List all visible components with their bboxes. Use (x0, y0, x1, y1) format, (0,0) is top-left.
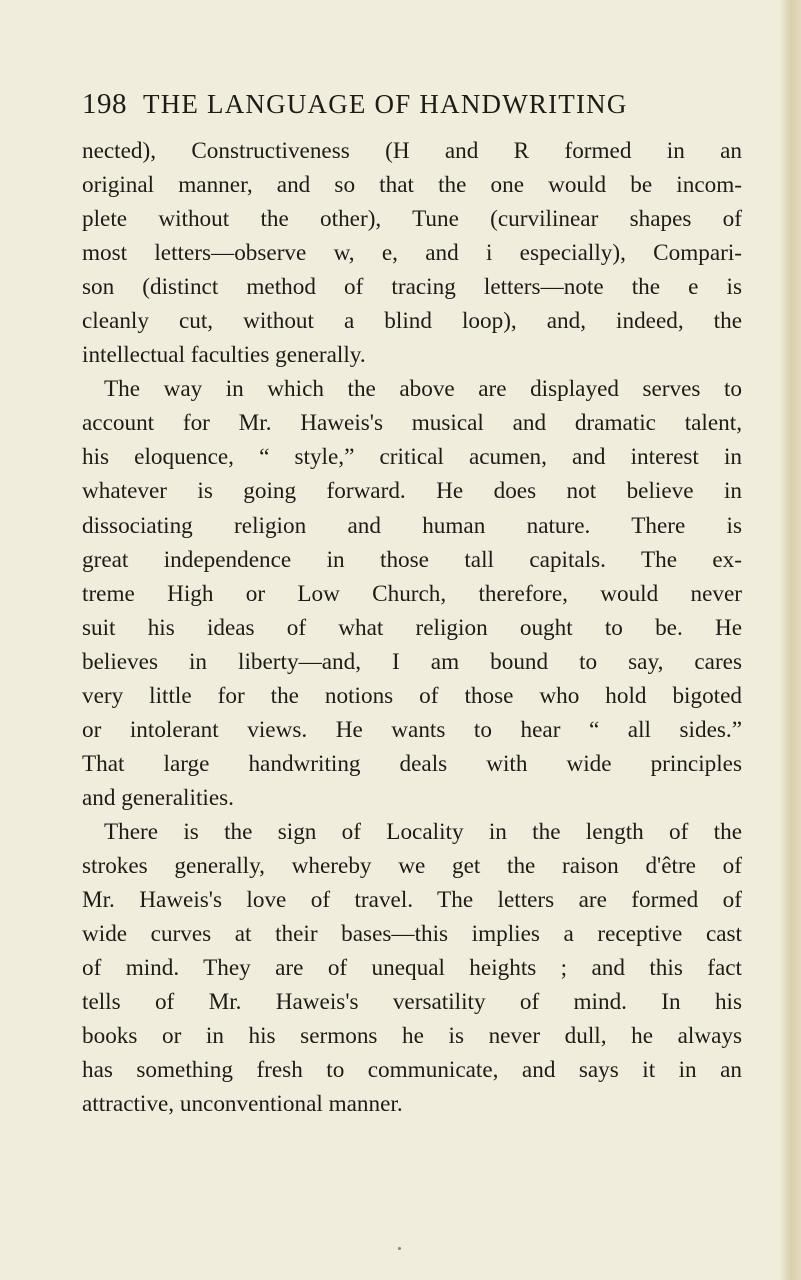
book-page (82, 88, 742, 1121)
text-line: There is the sign of Locality in the length of the (104, 818, 742, 845)
page-number: 198 (82, 88, 127, 120)
text-line: suit his ideas of what religion ought to be. He (82, 614, 742, 641)
text-line: of mind. They are of unequal heights ; and this fact (82, 955, 742, 982)
text-line: strokes generally, whereby we get the raison d'être of (82, 852, 742, 879)
text-line: or intolerant views. He wants to hear “ all sides.” (82, 716, 742, 743)
text-line: account for Mr. Haweis's musical and dramatic talent, (82, 410, 742, 437)
text-line: tells of Mr. Haweis's versatility of mind. In his (82, 989, 742, 1016)
text-line: his eloquence, “ style,” critical acumen, and interest in (82, 444, 742, 471)
print-speck (398, 1247, 401, 1250)
text-line: wide curves at their bases—this implies a receptive cast (82, 921, 742, 948)
text-line: son (distinct method of tracing letters—note the e is (82, 274, 742, 301)
text-line: cleanly cut, without a blind loop), and, indeed, the (82, 308, 742, 335)
text-line: very little for the notions of those who hold bigoted (82, 682, 742, 709)
text-line: The way in which the above are displayed serves to (104, 376, 742, 403)
text-line: Mr. Haweis's love of travel. The letters are formed of (82, 887, 742, 914)
text-line: dissociating religion and human nature. There is (82, 512, 742, 539)
text-line: That large handwriting deals with wide principles (82, 750, 742, 777)
text-line: nected), Constructiveness (H and R formed in an (82, 138, 742, 164)
running-head (82, 88, 742, 128)
text-line: whatever is going forward. He does not believe in (82, 478, 742, 505)
page-edge-shadow (779, 0, 801, 1280)
text-line: believes in liberty—and, I am bound to say, cares (82, 648, 742, 675)
text-line: plete without the other), Tune (curvilinear shapes of (82, 206, 742, 233)
text-line: great independence in those tall capitals. The ex- (82, 546, 742, 573)
text-line: original manner, and so that the one would be incom- (82, 172, 742, 199)
text-line: treme High or Low Church, therefore, would never (82, 580, 742, 607)
text-line: intellectual faculties generally. (82, 342, 366, 369)
running-title: THE LANGUAGE OF HANDWRITING (143, 89, 628, 119)
text-line: attractive, unconventional manner. (82, 1091, 403, 1118)
text-line: has something fresh to communicate, and says it in an (82, 1057, 742, 1084)
text-line: most letters—observe w, e, and i especially), Compari- (82, 240, 742, 267)
text-line: books or in his sermons he is never dull, he always (82, 1023, 742, 1050)
text-line: and generalities. (82, 784, 234, 811)
body-text (82, 134, 742, 1121)
